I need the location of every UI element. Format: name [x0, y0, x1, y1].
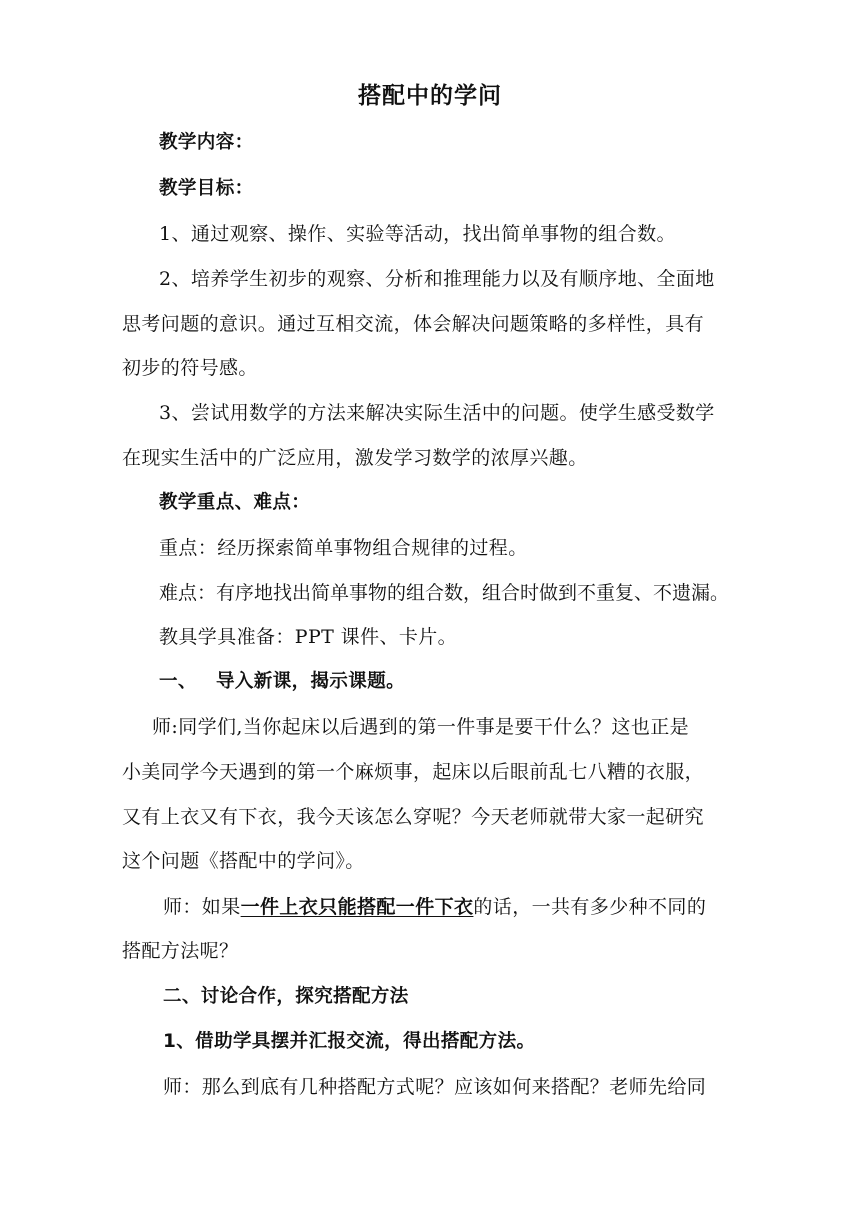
goal-3-line-1: 3、尝试用数学的方法来解决实际生活中的问题。使学生感受数学	[159, 402, 715, 424]
intro-line-2: 小美同学今天遇到的第一个麻烦事，起床以后眼前乱七八糟的衣服，	[122, 761, 705, 783]
part-2-title: 二、讨论合作，探究搭配方法	[163, 986, 409, 1007]
intro-line-3: 又有上衣又有下衣，我今天该怎么穿呢？今天老师就带大家一起研究	[122, 806, 705, 828]
document-title: 搭配中的学问	[358, 83, 502, 109]
goal-1: 1、通过观察、操作、实验等活动，找出简单事物的组合数。	[159, 223, 676, 245]
materials: 教具学具准备：PPT 课件、卡片。	[159, 626, 458, 648]
part-1-title: 导入新课，揭示课题。	[216, 671, 406, 692]
intro-line-4: 这个问题《搭配中的学问》。	[122, 850, 365, 872]
question-underlined-phrase: 一件上衣只能搭配一件下衣	[240, 896, 474, 918]
question-prefix: 师：如果	[163, 896, 241, 918]
teaching-goals-heading: 教学目标：	[159, 178, 254, 199]
intro-line-1: 师:同学们,当你起床以后遇到的第一件事是要干什么？这也正是	[152, 716, 690, 738]
keypoints-heading: 教学重点、难点：	[159, 492, 311, 513]
goal-2-line-1: 2、培养学生初步的观察、分析和推理能力以及有顺序地、全面地	[159, 268, 715, 290]
part-2-subsection-1: 1、借助学具摆并汇报交流，得出搭配方法。	[163, 1031, 536, 1052]
key-point: 重点：经历探索简单事物组合规律的过程。	[159, 537, 528, 559]
question-line-2: 搭配方法呢？	[122, 940, 239, 962]
question-suffix: 的话，一共有多少种不同的	[473, 896, 707, 918]
teaching-content-heading: 教学内容：	[159, 132, 254, 153]
difficulty: 难点：有序地找出简单事物的组合数，组合时做到不重复、不遗漏。	[159, 582, 730, 604]
goal-2-line-3: 初步的符号感。	[122, 357, 258, 379]
goal-2-line-2: 思考问题的意识。通过互相交流，体会解决问题策略的多样性，具有	[122, 313, 705, 335]
question-line-1	[163, 893, 706, 921]
goal-3-line-2: 在现实生活中的广泛应用，激发学习数学的浓厚兴趣。	[122, 447, 588, 469]
paragraph-last-line: 师：那么到底有几种搭配方式呢？应该如何来搭配？老师先给同	[163, 1076, 707, 1098]
part-1-number: 一、	[159, 671, 197, 692]
